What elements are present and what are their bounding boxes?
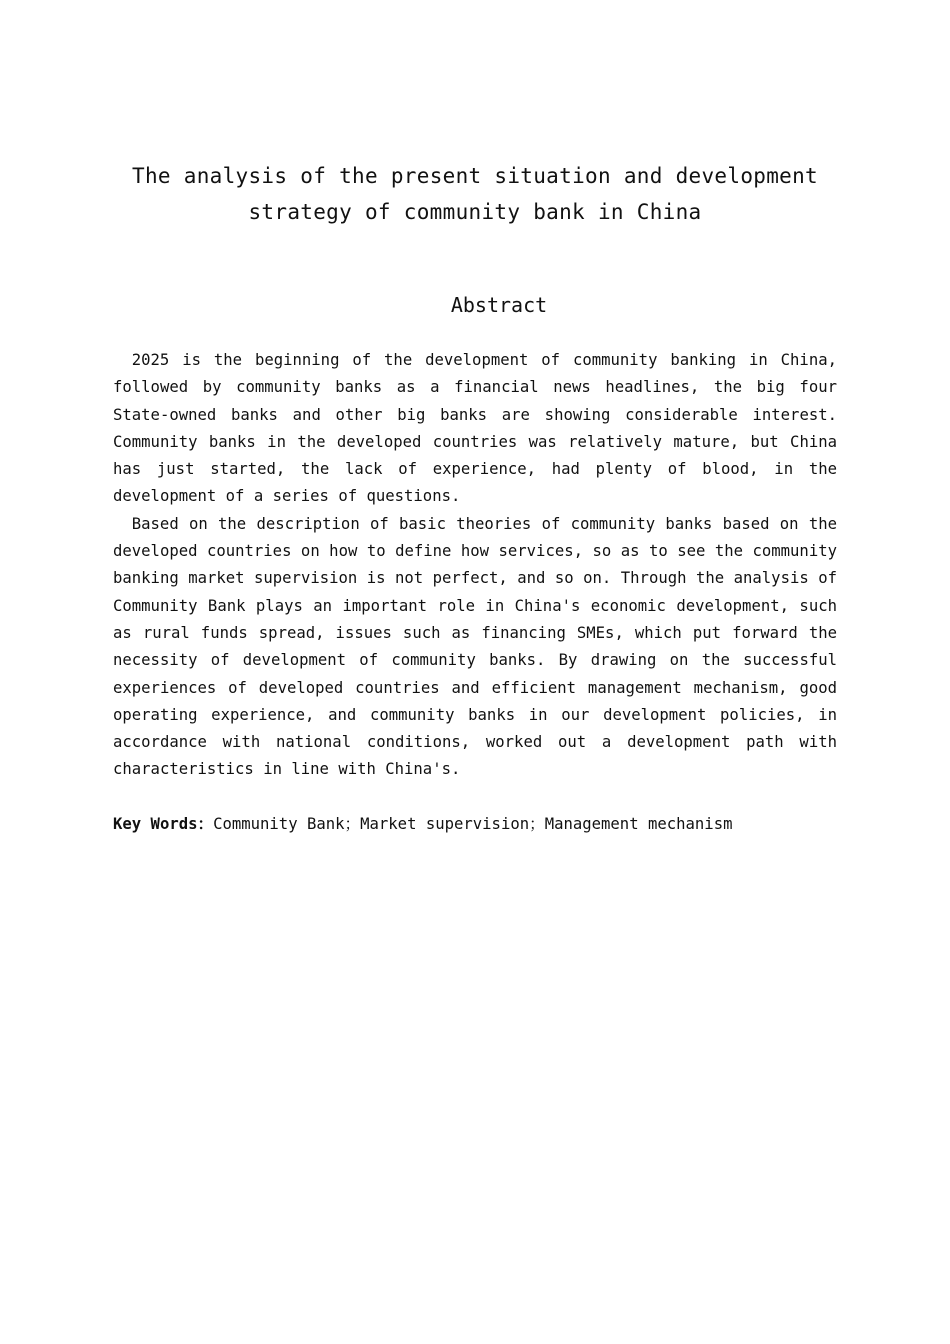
abstract-heading: Abstract	[450, 293, 548, 317]
document-title	[113, 158, 837, 230]
abstract-body	[113, 347, 837, 784]
abstract-paragraph-1: 2025 is the beginning of the development of community banking in China, followed by community banks as a financial news headlines, the big four State-owned banks and other big banks are showing considerable interest. Community banks in the developed countries was relatively mature, but China has just started, the lack of experience, had plenty of blood, in the development of a series of questions.	[113, 351, 837, 506]
keywords-line	[113, 811, 837, 838]
keywords-text: Community Bank；Market supervision；Management mechanism	[213, 815, 733, 833]
abstract-paragraph-2: Based on the description of basic theories of community banks based on the developed countries on how to define how services, so as to see the community banking market supervision is not perfect, and so on. Through the analysis of Community Bank plays an important role in China's economic development, such as rural funds spread, issues such as financing SMEs, which put forward the necessity of development of community banks. By drawing on the successful experiences of developed countries and efficient management mechanism, good operating experience, and community banks in our development policies, in accordance with national conditions, worked out a development path with characteristics in line with China's.	[113, 514, 837, 779]
keywords-label: Key Words：	[113, 815, 214, 833]
title-line-2: strategy of community bank in China	[248, 200, 702, 224]
title-line-1: The analysis of the present situation and development	[132, 164, 818, 188]
